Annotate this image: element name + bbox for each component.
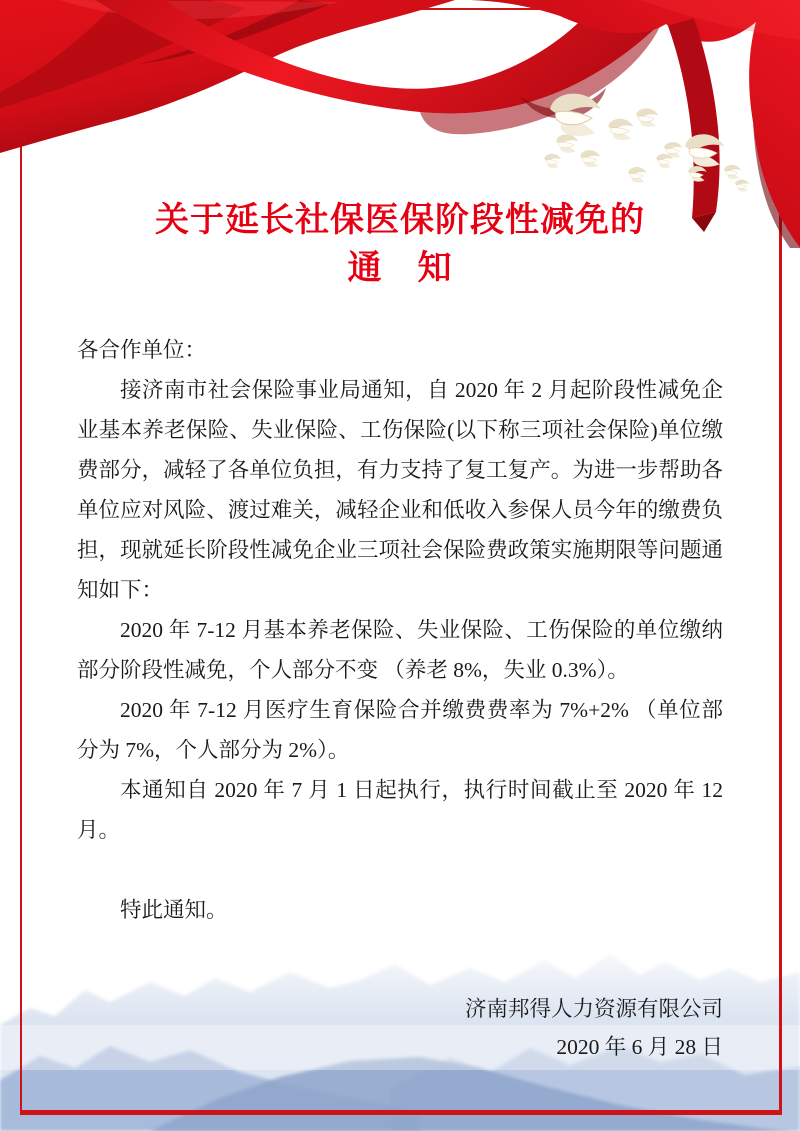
signature-block: [77, 990, 723, 1066]
notice-body: [77, 330, 723, 1066]
signature-company: 济南邦得人力资源有限公司: [464, 997, 723, 1021]
notice-paragraph-4: 本通知自 2020 年 7 月 1 日起执行，执行时间截止至 2020 年 12 月。: [77, 778, 723, 842]
dove-icon: [735, 180, 749, 192]
notice-paragraph-2: 2020 年 7-12 月基本养老保险、失业保险、工伤保险的单位缴纳部分阶段性减免，个人部分不变 （养老 8%，失业 0.3%）。: [77, 618, 723, 682]
dove-icon: [688, 166, 707, 182]
dove-icon: [628, 167, 647, 183]
signature-date: 2020 年 6 月 28 日: [556, 1035, 723, 1059]
dove-icon: [556, 134, 578, 152]
notice-title-line2: 通 知: [347, 249, 453, 287]
dove-icon: [685, 134, 724, 167]
dove-icon: [580, 150, 600, 167]
notice-closing: 特此通知。: [120, 898, 228, 922]
notice-title-line1: 关于延长社保医保阶段性减免的: [155, 201, 645, 239]
dove-icon: [550, 94, 601, 136]
dove-icon: [608, 119, 634, 140]
dove-icon: [636, 108, 658, 126]
dove-icon: [724, 165, 741, 179]
doves-graphic: [0, 0, 800, 260]
dove-icon: [544, 154, 561, 168]
notice-paragraph-1: 接济南市社会保险事业局通知，自 2020 年 2 月起阶段性减免企业基本养老保险、失业保险、工伤保险(以下称三项社会保险)单位缴费部分，减轻了各单位负担，有力支持了复工复产。为进一步帮助各单位应对风险、渡过难关，减轻企业和低收入参保人员今年的缴费负担，现就延长阶段性减免企业三项社会保险费政策实施期限等问题通知如下：: [77, 378, 723, 602]
notice-greeting: 各合作单位：: [77, 338, 207, 362]
notice-paragraph-3: 2020 年 7-12 月医疗生育保险合并缴费费率为 7%+2% （单位部分为 7%，个人部分为 2%）。: [77, 698, 723, 762]
